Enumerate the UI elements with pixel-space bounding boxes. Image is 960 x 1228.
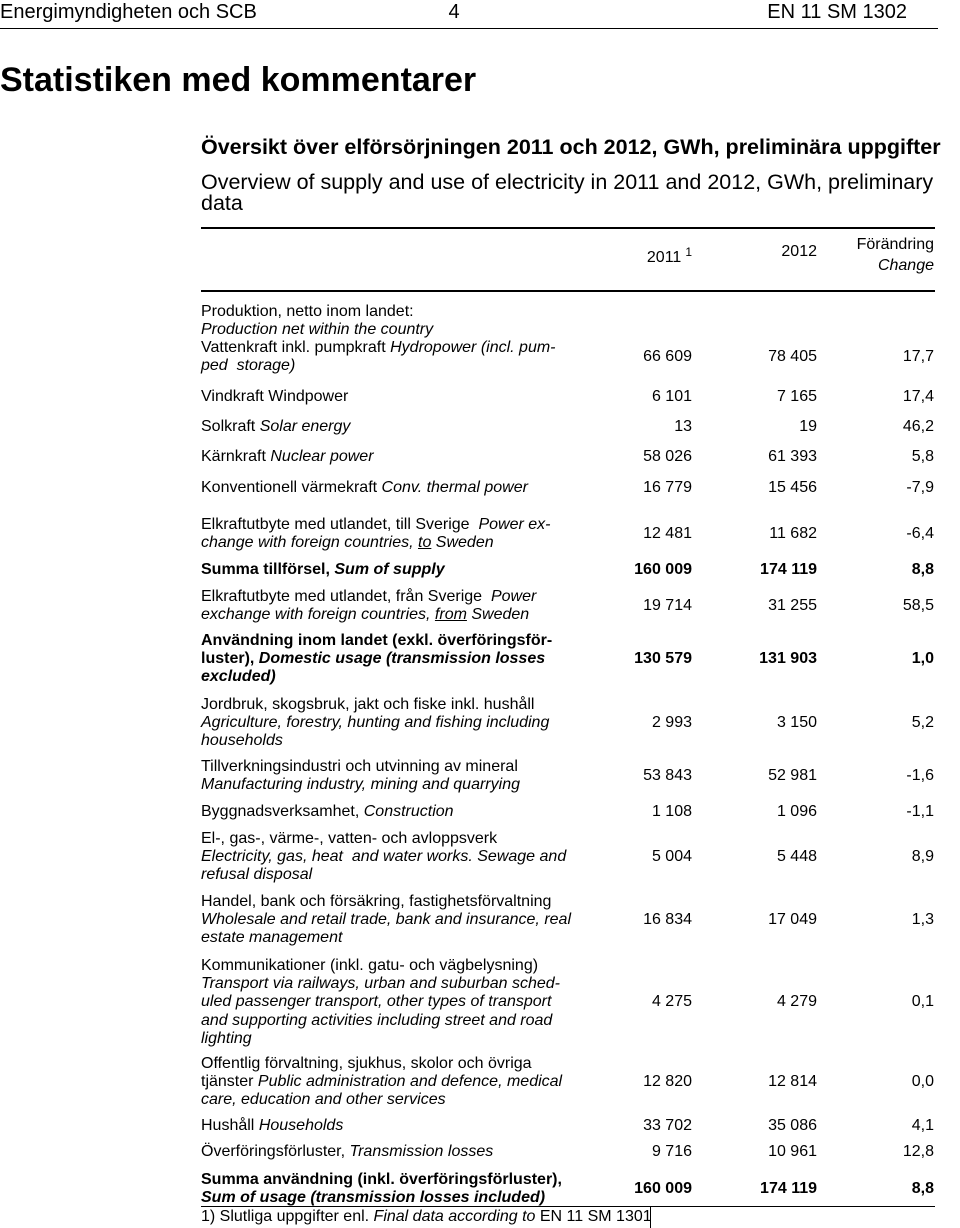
- label-text-swedish: Offentlig förvaltning, sjukhus, skolor och övriga: [201, 1055, 532, 1072]
- value-2012: 61 393: [768, 448, 817, 465]
- header-divider: [0, 28, 938, 29]
- row-label-line: [201, 732, 283, 750]
- label-text-english: to: [418, 534, 432, 552]
- footnote-text-swedish: 1) Slutliga uppgifter enl.: [201, 1208, 374, 1225]
- value-2012: 1 096: [776, 803, 817, 820]
- table-header-rule: [201, 290, 935, 292]
- value-change: 58,5: [902, 597, 934, 615]
- column-header-change-swedish: Förändring: [856, 236, 934, 253]
- row-label-line: [201, 418, 350, 436]
- row-label-line: [201, 1055, 532, 1073]
- header-series-code: EN 11 SM 1302: [767, 1, 907, 23]
- value-2011: 5 004: [651, 848, 692, 866]
- value-2011: 1 108: [651, 803, 692, 820]
- row-label-line: [201, 561, 445, 579]
- value-2012: 12 814: [768, 1073, 817, 1091]
- value-change: -1,1: [906, 803, 934, 820]
- value-2011: 58 026: [643, 448, 692, 465]
- label-text-swedish: Jordbruk, skogsbruk, jakt och fiske inkl. hushåll: [201, 696, 535, 713]
- value-change: 17,4: [902, 388, 934, 405]
- row-label-line: [201, 993, 551, 1011]
- label-text-english: Nuclear power: [270, 448, 374, 465]
- value-change: 5,8: [911, 448, 934, 465]
- label-text-english: ped storage): [201, 357, 296, 375]
- row-label-line: [201, 303, 414, 321]
- value-change: 17,7: [902, 348, 934, 366]
- value-2012: 3 150: [776, 714, 817, 732]
- value-2011: 12 820: [643, 1073, 692, 1091]
- value-2012: 78 405: [768, 348, 817, 366]
- value-change: -7,9: [906, 479, 934, 496]
- label-text-english: and supporting activities including street and road: [201, 1011, 553, 1029]
- row-label-line: [201, 606, 529, 624]
- label-text-english: Sum of usage (transmission losses included): [201, 1189, 546, 1207]
- value-2011: 160 009: [634, 561, 692, 578]
- label-text-english: change with foreign countries,: [201, 534, 419, 552]
- value-2012: 31 255: [768, 597, 817, 615]
- label-text-english: Domestic usage (transmission losses: [258, 650, 546, 668]
- value-2011: 19 714: [643, 597, 692, 615]
- row-label-line: [201, 1189, 545, 1207]
- section-title: Statistiken med kommentarer: [0, 61, 477, 99]
- label-text-swedish: luster),: [201, 650, 259, 668]
- label-text-english: refusal disposal: [201, 866, 313, 884]
- label-text-english: Construction: [363, 803, 454, 820]
- value-2011: 6 101: [651, 388, 692, 405]
- row-label-line: [201, 776, 520, 794]
- value-2012: 5 448: [776, 848, 817, 866]
- value-2012: 11 682: [769, 525, 817, 543]
- row-label-line: [201, 632, 552, 650]
- row-label-line: [201, 696, 534, 714]
- page-number: 4: [448, 1, 460, 23]
- row-label-line: [201, 1073, 562, 1091]
- row-label-line: [201, 866, 312, 884]
- label-text-swedish: Kommunikationer (inkl. gatu- och vägbelysning): [201, 957, 539, 974]
- value-2012: 35 086: [768, 1117, 817, 1134]
- label-text-english: Sweden: [431, 534, 494, 552]
- value-2012: 17 049: [768, 911, 817, 929]
- label-text-swedish: Tillverkningsindustri och utvinning av mineral: [201, 758, 518, 775]
- value-2012: 52 981: [768, 767, 817, 785]
- row-label-line: [201, 357, 295, 375]
- label-text-swedish: Byggnadsverksamhet,: [201, 803, 364, 820]
- label-text-english: Transport via railways, urban and suburban sched-: [201, 975, 560, 993]
- label-text-english: excluded): [201, 668, 276, 686]
- row-label-line: [201, 975, 560, 993]
- label-text-english: Sweden: [466, 606, 530, 624]
- value-2011: 130 579: [634, 650, 692, 668]
- table-footnote: [201, 1208, 652, 1226]
- footnote-text-english: Final data according to: [373, 1208, 536, 1225]
- row-label-line: [201, 1012, 552, 1030]
- label-text-english: Solar energy: [259, 418, 351, 435]
- row-label-line: [201, 339, 556, 357]
- footnote-text-code: EN 11 SM 1301: [535, 1208, 652, 1225]
- value-change: -6,4: [906, 525, 934, 543]
- value-2012: 4 279: [776, 993, 817, 1011]
- value-2012: 174 119: [760, 561, 817, 578]
- value-2012: 7 165: [776, 388, 817, 405]
- row-label-line: [201, 388, 348, 406]
- value-2012: 174 119: [760, 1180, 817, 1198]
- label-text-swedish: Kärnkraft: [201, 448, 271, 465]
- value-change: 46,2: [902, 418, 934, 435]
- row-label-line: [201, 1030, 252, 1048]
- column-header-2011-label: 2011: [646, 249, 682, 266]
- label-text-english: estate management: [201, 929, 343, 947]
- value-2011: 9 716: [651, 1143, 692, 1160]
- value-2012: 10 961: [768, 1143, 817, 1160]
- value-2012: 19: [799, 418, 817, 435]
- row-label-line: [201, 479, 528, 497]
- value-2011: 2 993: [651, 714, 692, 732]
- row-label-line: [201, 848, 566, 866]
- row-label-line: [201, 1171, 562, 1189]
- label-text-swedish: Elkraftutbyte med utlandet, till Sverige: [201, 516, 479, 533]
- label-text-english: households: [201, 732, 283, 750]
- value-change: 1,3: [911, 911, 934, 929]
- row-label-line: [201, 650, 545, 668]
- table-bottom-rule: [201, 1206, 935, 1207]
- label-text-swedish: Produktion, netto inom landet:: [201, 303, 414, 320]
- label-text-english: Wholesale and retail trade, bank and insurance, real: [201, 911, 571, 929]
- value-change: 8,8: [911, 1180, 934, 1198]
- label-text-english: Manufacturing industry, mining and quarrying: [201, 776, 520, 794]
- label-text-english: Hydropower (incl. pum-: [390, 339, 556, 356]
- value-2011: 13: [674, 418, 692, 435]
- label-text-english: exchange with foreign countries,: [201, 606, 435, 624]
- label-text-swedish: Överföringsförluster,: [201, 1143, 350, 1160]
- label-text-swedish: Summa tillförsel,: [201, 561, 335, 578]
- value-2011: 66 609: [643, 348, 692, 366]
- label-text-swedish: Hushåll: [201, 1117, 259, 1134]
- value-change: 1,0: [911, 650, 934, 668]
- row-label-line: [201, 758, 518, 776]
- label-text-swedish: Handel, bank och försäkring, fastighetsförvaltning: [201, 893, 552, 910]
- row-label-line: [201, 448, 374, 466]
- value-change: 12,8: [902, 1143, 934, 1160]
- label-text-swedish: Konventionell värmekraft: [201, 479, 382, 496]
- value-2012: 15 456: [768, 479, 817, 496]
- value-2011: 4 275: [651, 993, 692, 1011]
- value-change: 0,0: [911, 1073, 934, 1091]
- label-text-swedish: tjänster: [201, 1073, 258, 1091]
- column-header-change-english: Change: [877, 257, 934, 274]
- label-text-swedish: Solkraft: [201, 418, 260, 435]
- row-label-line: [201, 830, 497, 848]
- label-text-swedish: Vindkraft Windpower: [201, 388, 349, 405]
- row-label-line: [201, 321, 433, 339]
- label-text-swedish: Användning inom landet (exkl. överföringsför-: [201, 632, 553, 649]
- label-text-english: Public administration and defence, medical: [257, 1073, 563, 1091]
- label-text-english: Agriculture, forestry, hunting and fishing including: [201, 714, 550, 732]
- table-top-rule: [201, 227, 935, 229]
- table-title-swedish: Översikt över elförsörjningen 2011 och 2012, GWh, preliminära uppgifter: [201, 135, 941, 159]
- row-label-line: [201, 1143, 493, 1161]
- value-change: 8,9: [911, 848, 934, 866]
- row-label-line: [201, 957, 538, 975]
- footnote-reference: 1: [685, 245, 692, 259]
- row-label-line: [201, 516, 551, 534]
- value-change: 5,2: [911, 714, 934, 732]
- value-change: 0,1: [911, 993, 934, 1011]
- value-change: 4,1: [911, 1117, 934, 1134]
- label-text-swedish: Elkraftutbyte med utlandet, från Sverige: [201, 588, 491, 605]
- table-title-english-line: data: [201, 191, 243, 215]
- label-text-english: from: [434, 606, 467, 624]
- value-2011: 160 009: [634, 1180, 692, 1198]
- label-text-english: Power: [490, 588, 537, 605]
- label-text-english: Electricity, gas, heat and water works. Sewage and: [201, 848, 567, 866]
- value-2011: 53 843: [643, 767, 692, 785]
- value-2011: 16 834: [643, 911, 692, 929]
- label-text-swedish: El-, gas-, värme-, vatten- och avloppsverk: [201, 830, 498, 847]
- row-label-line: [201, 1091, 446, 1109]
- label-text-english: uled passenger transport, other types of transport: [201, 993, 552, 1011]
- row-label-line: [201, 668, 276, 686]
- value-change: -1,6: [906, 767, 934, 785]
- label-text-english: Power ex-: [478, 516, 551, 533]
- label-text-english: Transmission losses: [349, 1143, 494, 1160]
- row-label-line: [201, 803, 454, 821]
- label-text-english: Conv. thermal power: [381, 479, 528, 496]
- value-2011: 12 481: [643, 525, 692, 543]
- label-text-english: lighting: [201, 1029, 252, 1047]
- row-label-line: [201, 588, 536, 606]
- label-text-english: Sum of supply: [334, 561, 445, 578]
- row-label-line: [201, 534, 494, 552]
- row-label-line: [201, 893, 551, 911]
- value-2011: 33 702: [643, 1117, 692, 1134]
- label-text-swedish: Vattenkraft inkl. pumpkraft: [201, 339, 391, 356]
- row-label-line: [201, 911, 571, 929]
- column-header-2011: [590, 243, 692, 267]
- label-text-english: care, education and other services: [201, 1091, 446, 1109]
- label-text-swedish: Summa användning (inkl. överföringsförluster),: [201, 1171, 562, 1188]
- header-publisher: Energimyndigheten och SCB: [0, 1, 257, 23]
- row-label-line: [201, 929, 342, 947]
- row-label-line: [201, 714, 549, 732]
- value-2012: 131 903: [759, 650, 817, 668]
- table-title-english-line: Overview of supply and use of electricity in 2011 and 2012, GWh, preliminary: [201, 170, 934, 194]
- value-2011: 16 779: [643, 479, 692, 496]
- label-text-english: Production net within the country: [201, 321, 434, 339]
- column-header-2012: 2012: [781, 243, 817, 260]
- row-label-line: [201, 1117, 343, 1135]
- label-text-english: Households: [258, 1117, 344, 1134]
- value-change: 8,8: [911, 561, 934, 578]
